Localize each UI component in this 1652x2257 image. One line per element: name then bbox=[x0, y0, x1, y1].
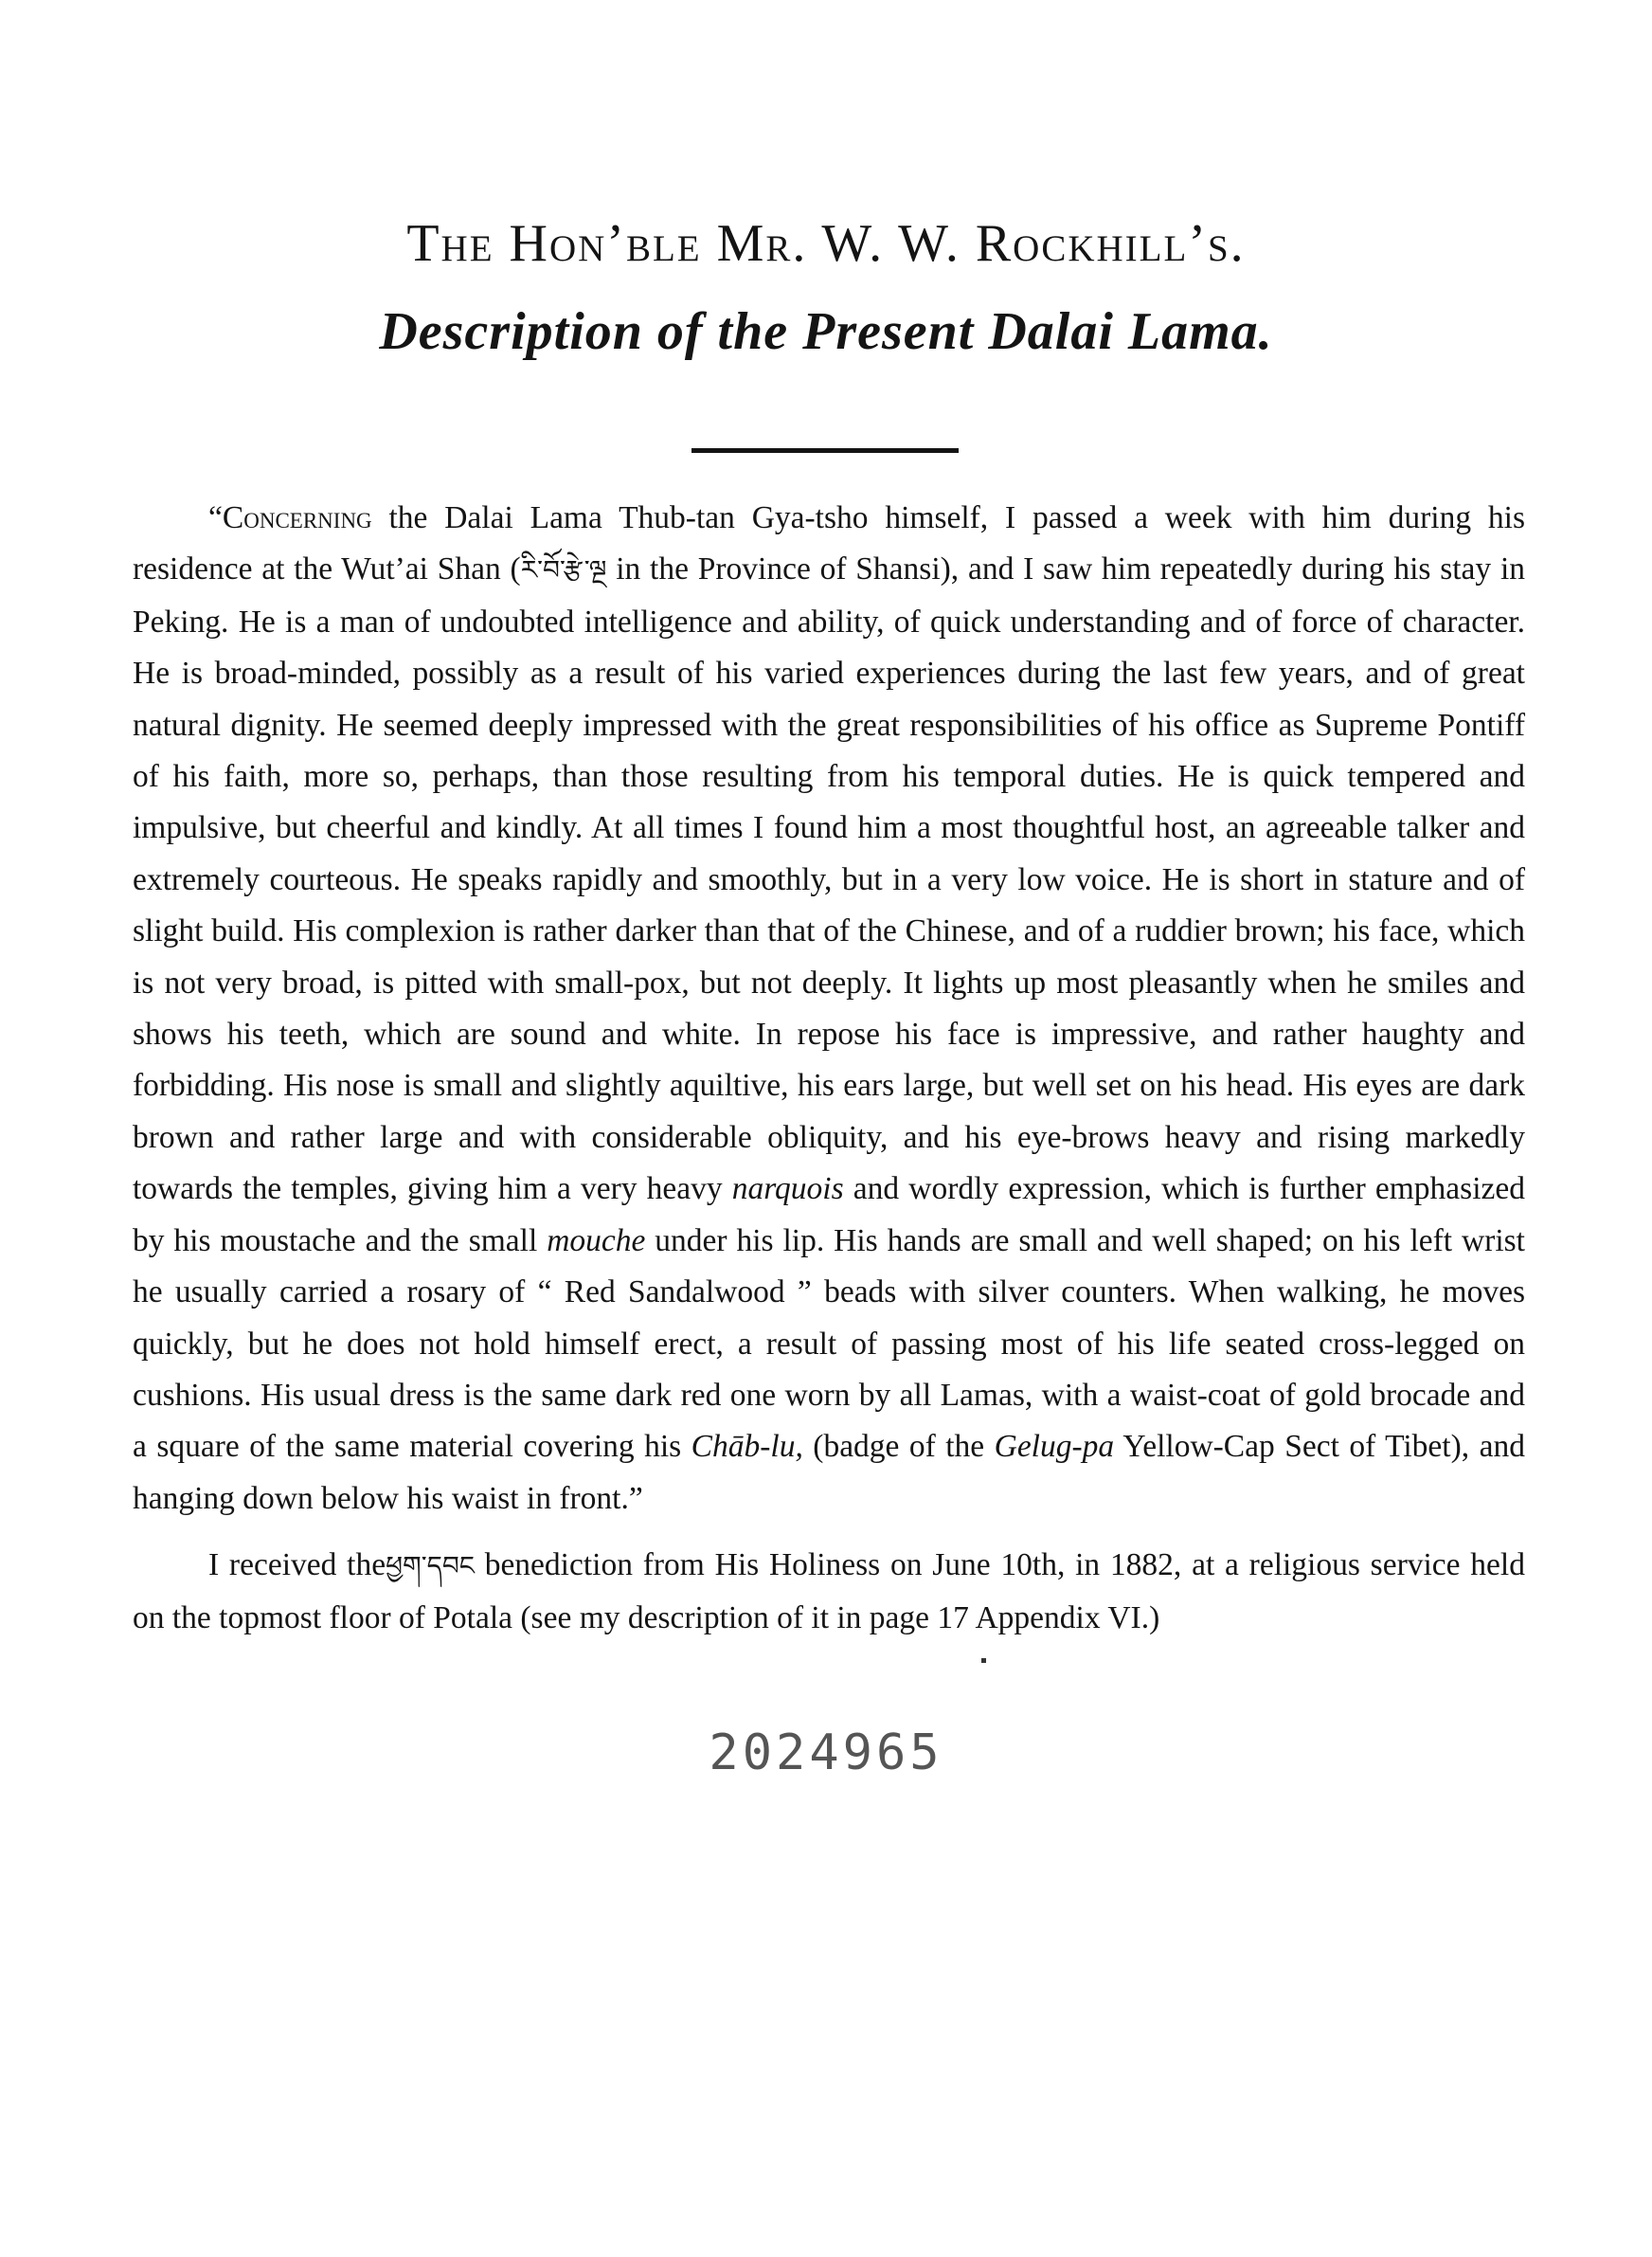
closing-text-1: I received the bbox=[208, 1547, 386, 1583]
closing-text-2: benediction from His Holiness on June 10th, in 1882, at a religious service held on the topmost floor of Potala (see my description of it in page 17 Appendix VI.) bbox=[133, 1547, 1525, 1635]
quote-open-mark: “ bbox=[208, 500, 223, 535]
quote-italic-gelug-pa: Gelug-pa bbox=[994, 1429, 1115, 1465]
quote-text-2: in the Province of Shansi), and I saw him repeatedly during his stay in Peking. He is a man of undoubted intelligence and ability, of quick understanding and of force of character. He is broad-minded, possibly as a result of his varied experiences during the last few years, and of great natural dignity. He seemed deeply impressed with the great responsibilities of his office as Supreme Pontiff of his faith, more so, perhaps, than those resulting from his temporal duties. He is quick tempered and impulsive, but cheerful and kindly. At all times I found him a most thoughtful host, an agreeable talker and extremely courteous. He speaks rapidly and smoothly, but in a very low voice. He is short in stature and of slight build. His complexion is rather darker than that of the Chinese, and of a ruddier brown; his face, which is not very broad, is pitted with small-pox, but not deeply. It lights up most pleasantly when he smiles and shows his teeth, which are sound and white. In repose his face is impressive, and rather haughty and forbidding. His nose is small and slightly aquiltive, his ears large, but well set on his head. His eyes are dark brown and rather large and with considerable obliquity, and his eye-brows heavy and rising markedly towards the temples, giving him a very heavy bbox=[133, 551, 1525, 1207]
quote-text-3: and wordly expression, which is further emphasized by his moustache and the small bbox=[133, 1171, 1525, 1258]
tibetan-place-name: རི་བོ་རྩེ་ལྔ bbox=[520, 554, 607, 587]
quote-text-5: (badge of the bbox=[802, 1429, 995, 1465]
title-divider bbox=[691, 448, 959, 453]
quote-paragraph bbox=[133, 493, 1525, 1525]
catalog-number: 2024965 bbox=[709, 1724, 943, 1781]
quote-text-4: under his lip. His hands are small and well shaped; on his left wrist he usually carried a rosary of “ Red Sandalwood ” beads with silver counters. When walking, he moves quickly, but he does not hold himself erect, a result of passing most of his life seated cross-legged on cushions. His usual dress is the same dark red one worn by all Lamas, with a waist-coat of gold brocade and a square of the same material covering his bbox=[133, 1222, 1525, 1465]
body-text bbox=[133, 493, 1525, 1644]
quote-text-6: Yellow-Cap Sect of Tibet), and hanging down below his waist in front.” bbox=[133, 1429, 1525, 1516]
quote-italic-narquois: narquois bbox=[731, 1171, 844, 1207]
closing-paragraph bbox=[133, 1540, 1525, 1644]
stray-mark bbox=[981, 1658, 986, 1663]
page-subtitle: Description of the Present Dalai Lama. bbox=[379, 302, 1273, 361]
quote-lead-word: Concerning bbox=[222, 500, 372, 535]
page-title: The Hon’ble Mr. W. W. Rockhill’s. bbox=[406, 214, 1246, 273]
quote-italic-mouche: mouche bbox=[547, 1222, 646, 1258]
quote-text-1: the Dalai Lama Thub-tan Gya-tsho himself, I passed a week with him during his residence at the Wut’ai Shan ( bbox=[133, 500, 1525, 587]
quote-italic-chab-lu: Chāb-lu, bbox=[691, 1429, 803, 1465]
tibetan-benediction: ཕྱག་དབང bbox=[386, 1550, 475, 1582]
